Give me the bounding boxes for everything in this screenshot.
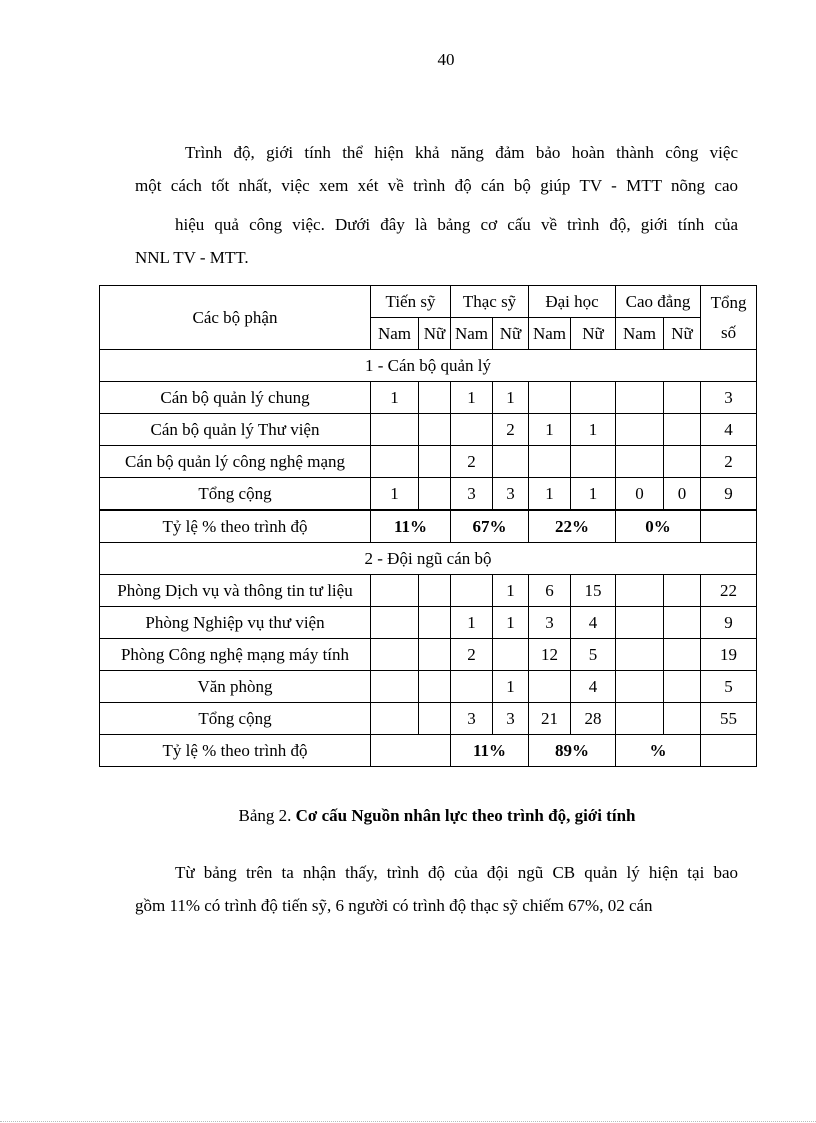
table-cell: 1 bbox=[451, 382, 493, 414]
header-college: Cao đẳng bbox=[616, 286, 701, 318]
table-cell: 1 bbox=[493, 607, 529, 639]
header-male: Nam bbox=[371, 318, 419, 350]
table-cell: 5 bbox=[701, 671, 757, 703]
table-cell bbox=[616, 639, 664, 671]
table-cell: 0 bbox=[616, 478, 664, 511]
rate-total bbox=[701, 735, 757, 767]
table-cell bbox=[371, 414, 419, 446]
rate-master: 11% bbox=[451, 735, 529, 767]
row-label: Tổng cộng bbox=[100, 478, 371, 511]
table-cell: 3 bbox=[493, 703, 529, 735]
table-cell bbox=[451, 671, 493, 703]
table-cell bbox=[529, 446, 571, 478]
conclusion-line-1: Từ bảng trên ta nhận thấy, trình độ của đội ngũ CB quản lý hiện tại bao bbox=[175, 863, 738, 882]
rate-phd bbox=[371, 735, 451, 767]
caption-title: Cơ cấu Nguồn nhân lực theo trình độ, giới tính bbox=[295, 806, 636, 825]
table-cell bbox=[664, 414, 701, 446]
table-row bbox=[100, 671, 757, 703]
table-cell bbox=[616, 446, 664, 478]
intro-paragraph bbox=[135, 136, 738, 274]
header-master: Thạc sỹ bbox=[451, 286, 529, 318]
conclusion-paragraph bbox=[135, 856, 738, 922]
intro-line-3: hiệu quả công việc. Dưới đây là bảng cơ cấu về trình độ, giới tính của bbox=[175, 215, 738, 234]
table-cell bbox=[419, 478, 451, 511]
row-label: Cán bộ quản lý công nghệ mạng bbox=[100, 446, 371, 478]
section-title-row bbox=[100, 350, 757, 382]
table-cell: 1 bbox=[571, 478, 616, 511]
table-cell: 4 bbox=[571, 671, 616, 703]
table-cell: 1 bbox=[529, 414, 571, 446]
table-row bbox=[100, 575, 757, 607]
rate-bachelor: 22% bbox=[529, 510, 616, 543]
page-bottom-divider bbox=[0, 1121, 816, 1122]
table-cell bbox=[529, 671, 571, 703]
table-cell bbox=[419, 703, 451, 735]
table-cell: 12 bbox=[529, 639, 571, 671]
table-cell: 9 bbox=[701, 478, 757, 511]
row-label: Cán bộ quản lý chung bbox=[100, 382, 371, 414]
table-cell: 1 bbox=[493, 671, 529, 703]
table-cell: 21 bbox=[529, 703, 571, 735]
table-cell: 15 bbox=[571, 575, 616, 607]
table-cell bbox=[529, 382, 571, 414]
row-label: Phòng Nghiệp vụ thư viện bbox=[100, 607, 371, 639]
header-male: Nam bbox=[451, 318, 493, 350]
section-2-body bbox=[100, 575, 757, 735]
rate-college: 0% bbox=[616, 510, 701, 543]
table-cell bbox=[371, 607, 419, 639]
intro-line-4: NNL TV - MTT. bbox=[135, 248, 249, 267]
table-cell: 0 bbox=[664, 478, 701, 511]
table-cell bbox=[571, 382, 616, 414]
section-1-rate-row bbox=[100, 510, 757, 543]
table-cell bbox=[371, 446, 419, 478]
table-cell: 1 bbox=[493, 382, 529, 414]
header-male: Nam bbox=[616, 318, 664, 350]
header-phd: Tiến sỹ bbox=[371, 286, 451, 318]
table-row bbox=[100, 639, 757, 671]
section-1-body bbox=[100, 382, 757, 511]
rate-phd: 11% bbox=[371, 510, 451, 543]
section-2-rate-row bbox=[100, 735, 757, 767]
row-label: Phòng Công nghệ mạng máy tính bbox=[100, 639, 371, 671]
row-label: Phòng Dịch vụ và thông tin tư liệu bbox=[100, 575, 371, 607]
table-cell bbox=[419, 575, 451, 607]
row-label: Tổng cộng bbox=[100, 703, 371, 735]
table-cell: 2 bbox=[451, 446, 493, 478]
table-cell bbox=[664, 703, 701, 735]
header-female: Nữ bbox=[419, 318, 451, 350]
table-cell bbox=[419, 446, 451, 478]
table-cell bbox=[664, 382, 701, 414]
table-cell: 9 bbox=[701, 607, 757, 639]
table-cell: 55 bbox=[701, 703, 757, 735]
table-cell bbox=[419, 607, 451, 639]
table-cell bbox=[419, 414, 451, 446]
table-cell: 22 bbox=[701, 575, 757, 607]
table-row bbox=[100, 414, 757, 446]
table-cell bbox=[664, 575, 701, 607]
intro-line-1: Trình độ, giới tính thể hiện khả năng đảm bảo hoàn thành công việc bbox=[185, 143, 738, 162]
table-cell bbox=[616, 382, 664, 414]
row-label: Cán bộ quản lý Thư viện bbox=[100, 414, 371, 446]
table-cell bbox=[616, 703, 664, 735]
table-cell bbox=[371, 671, 419, 703]
table-cell: 6 bbox=[529, 575, 571, 607]
table-cell bbox=[664, 607, 701, 639]
table-cell: 3 bbox=[529, 607, 571, 639]
table-cell: 3 bbox=[451, 478, 493, 511]
table-cell bbox=[371, 703, 419, 735]
table-row bbox=[100, 382, 757, 414]
table-cell: 19 bbox=[701, 639, 757, 671]
table-row bbox=[100, 703, 757, 735]
table-caption bbox=[0, 806, 816, 826]
table-cell bbox=[419, 382, 451, 414]
header-female: Nữ bbox=[493, 318, 529, 350]
table-row bbox=[100, 478, 757, 511]
page-number: 40 bbox=[437, 50, 455, 69]
table-cell bbox=[371, 639, 419, 671]
table-cell: 4 bbox=[701, 414, 757, 446]
caption-prefix: Bảng 2. bbox=[238, 806, 292, 825]
table-cell: 2 bbox=[493, 414, 529, 446]
table-cell: 3 bbox=[701, 382, 757, 414]
intro-line-2: một cách tốt nhất, việc xem xét về trình độ cán bộ giúp TV - MTT nõng cao bbox=[135, 176, 738, 195]
table-cell bbox=[664, 446, 701, 478]
section-title-row bbox=[100, 543, 757, 575]
table-cell bbox=[616, 607, 664, 639]
table-header-row-1 bbox=[100, 286, 757, 318]
table-row bbox=[100, 446, 757, 478]
table-cell bbox=[664, 671, 701, 703]
table-cell bbox=[616, 671, 664, 703]
header-male: Nam bbox=[529, 318, 571, 350]
rate-master: 67% bbox=[451, 510, 529, 543]
table-cell bbox=[419, 671, 451, 703]
table-cell bbox=[419, 639, 451, 671]
hr-structure-table bbox=[99, 285, 757, 767]
section-2-title: 2 - Đội ngũ cán bộ bbox=[100, 543, 757, 575]
table-row bbox=[100, 607, 757, 639]
header-bachelor: Đại học bbox=[529, 286, 616, 318]
table-cell bbox=[451, 575, 493, 607]
table-cell: 1 bbox=[571, 414, 616, 446]
rate-college: % bbox=[616, 735, 701, 767]
table-cell: 4 bbox=[571, 607, 616, 639]
table-cell: 1 bbox=[529, 478, 571, 511]
table-cell bbox=[616, 575, 664, 607]
table-cell: 5 bbox=[571, 639, 616, 671]
table-cell: 2 bbox=[451, 639, 493, 671]
table-cell: 28 bbox=[571, 703, 616, 735]
conclusion-line-2: gồm 11% có trình độ tiến sỹ, 6 người có trình độ thạc sỹ chiếm 67%, 02 cán bbox=[135, 896, 653, 915]
table-cell bbox=[616, 414, 664, 446]
table-cell: 1 bbox=[493, 575, 529, 607]
header-female: Nữ bbox=[571, 318, 616, 350]
table-cell bbox=[493, 446, 529, 478]
table-cell bbox=[571, 446, 616, 478]
header-total-line2: số bbox=[720, 322, 737, 342]
table-cell bbox=[664, 639, 701, 671]
table-cell: 2 bbox=[701, 446, 757, 478]
table-cell bbox=[451, 414, 493, 446]
table-cell bbox=[371, 575, 419, 607]
rate-bachelor: 89% bbox=[529, 735, 616, 767]
header-departments: Các bộ phận bbox=[100, 286, 371, 350]
table-cell: 1 bbox=[371, 382, 419, 414]
table-cell: 1 bbox=[451, 607, 493, 639]
rate-total bbox=[701, 510, 757, 543]
section-1-title: 1 - Cán bộ quản lý bbox=[100, 350, 757, 382]
header-female: Nữ bbox=[664, 318, 701, 350]
header-total bbox=[701, 286, 757, 350]
rate-label: Tỷ lệ % theo trình độ bbox=[100, 735, 371, 767]
header-total-line1: Tổng bbox=[710, 292, 747, 312]
rate-label: Tỷ lệ % theo trình độ bbox=[100, 510, 371, 543]
table-cell: 3 bbox=[493, 478, 529, 511]
table-cell bbox=[493, 639, 529, 671]
table-cell: 1 bbox=[371, 478, 419, 511]
row-label: Văn phòng bbox=[100, 671, 371, 703]
table-cell: 3 bbox=[451, 703, 493, 735]
